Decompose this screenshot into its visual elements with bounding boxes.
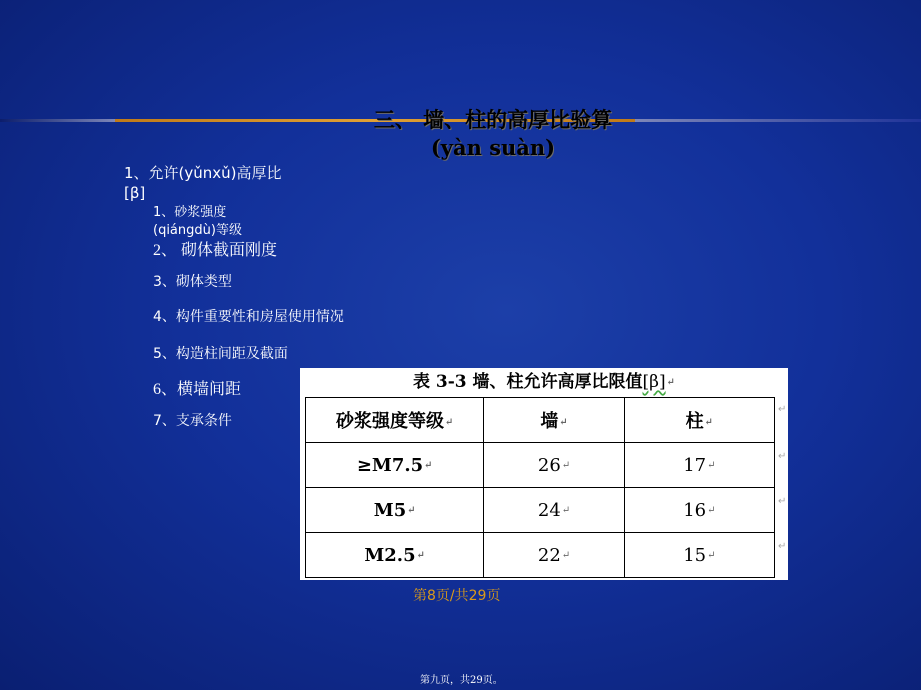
footer-page-number: 第九页，共29页。 bbox=[420, 675, 503, 686]
slide-title-line1: 三、 墙、柱的高厚比验算 bbox=[373, 107, 613, 132]
cell-wall: 26↵ bbox=[484, 443, 624, 488]
item-1-label: 1、允许(yǔnxǔ)高厚比 bbox=[124, 164, 282, 182]
item-1-beta: [β] bbox=[124, 184, 146, 202]
table-row bbox=[306, 443, 775, 488]
slide-title-line2: (yàn suàn) bbox=[430, 135, 556, 160]
header-wall: 墙↵ bbox=[484, 398, 624, 443]
cell-column: 17↵ bbox=[624, 443, 774, 488]
sub-item-7: 7、支承条件 bbox=[153, 413, 232, 429]
sub-item-6: 6、横墙间距 bbox=[153, 381, 242, 398]
table-header-row bbox=[306, 398, 775, 443]
table-row bbox=[306, 533, 775, 578]
return-mark: ↵ bbox=[778, 404, 787, 415]
return-mark: ↵ bbox=[778, 496, 787, 507]
sub-item-1b: (qiángdù)等级 bbox=[153, 223, 242, 238]
sub-item-4: 4、构件重要性和房屋使用情况 bbox=[153, 309, 344, 325]
table-caption bbox=[300, 368, 788, 398]
cell-wall: 24↵ bbox=[484, 488, 624, 533]
sub-item-2: 2、 砌体截面刚度 bbox=[153, 242, 278, 259]
return-mark: ↵ bbox=[778, 451, 787, 462]
cell-column: 15↵ bbox=[624, 533, 774, 578]
header-mortar-grade: 砂浆强度等级↵ bbox=[306, 398, 484, 443]
cell-grade: M5↵ bbox=[306, 488, 484, 533]
height-thickness-table-image bbox=[300, 368, 788, 580]
header-column: 柱↵ bbox=[624, 398, 774, 443]
cell-wall: 22↵ bbox=[484, 533, 624, 578]
sub-item-5: 5、构造柱间距及截面 bbox=[153, 346, 288, 362]
cell-column: 16↵ bbox=[624, 488, 774, 533]
table-caption-beta: [β] bbox=[642, 372, 666, 392]
sub-item-1a: 1、砂浆强度 bbox=[153, 205, 227, 220]
limit-table bbox=[305, 397, 775, 578]
return-mark: ↵ bbox=[778, 541, 787, 552]
table-row bbox=[306, 488, 775, 533]
sub-item-3: 3、砌体类型 bbox=[153, 274, 232, 290]
return-mark: ↵ bbox=[666, 376, 676, 388]
cell-grade: M2.5↵ bbox=[306, 533, 484, 578]
cell-grade: ≥M7.5↵ bbox=[306, 443, 484, 488]
slide-title bbox=[352, 106, 634, 162]
page-indicator: 第8页/共29页 bbox=[413, 588, 501, 604]
table-caption-main: 表 3-3 墙、柱允许高厚比限值 bbox=[412, 372, 643, 392]
